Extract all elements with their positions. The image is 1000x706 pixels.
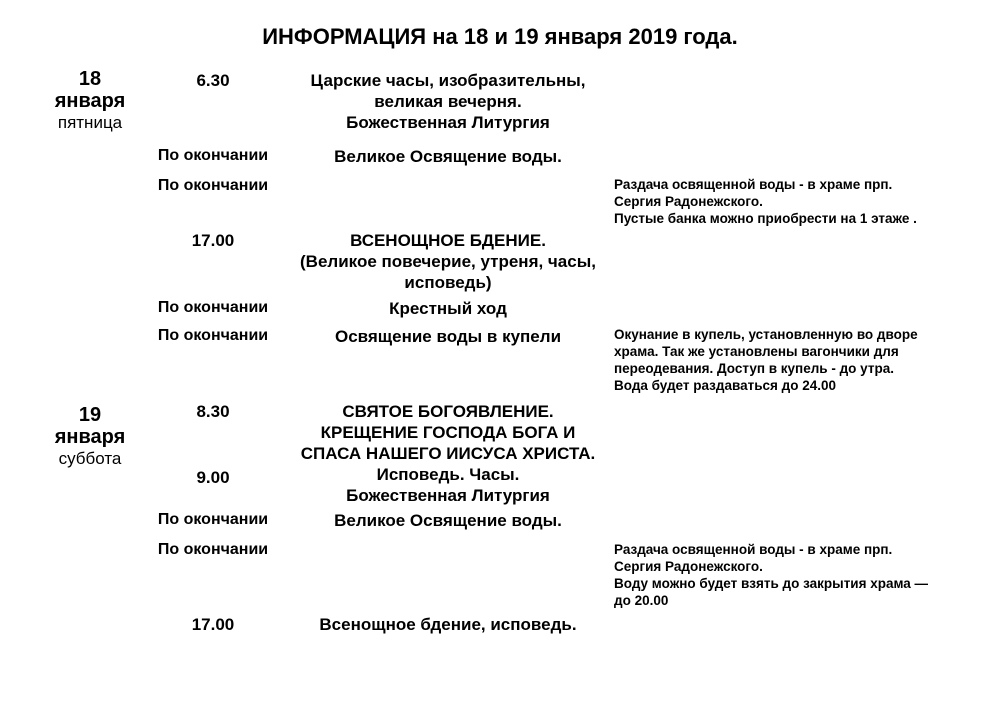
row-event [288, 146, 608, 167]
event-line: Великое Освящение воды. [334, 147, 562, 166]
row-time: По окончании [157, 327, 269, 344]
event-line: Всенощное бдение, исповедь. [319, 615, 577, 634]
note-line: храма. Так же установлены вагончики для [614, 344, 899, 359]
note-line: Сергия Радонежского. [614, 559, 763, 574]
row-time: 17.00 [191, 615, 235, 634]
date-block-18 [40, 68, 140, 134]
row-time: По окончании [157, 541, 269, 558]
event-line: Освящение воды в купели [334, 327, 562, 346]
event-line: СПАСА НАШЕГО ИИСУСА ХРИСТА. [300, 444, 596, 463]
row-time: 9.00 [196, 468, 230, 487]
event-line: ВСЕНОЩНОЕ БДЕНИЕ. [350, 231, 546, 250]
date-block-19 [40, 404, 140, 470]
row-time: По окончании [157, 177, 269, 194]
event-line: Великое Освящение воды. [334, 511, 562, 530]
row-time: 17.00 [191, 231, 235, 250]
row-event [288, 298, 608, 319]
event-line: Исповедь. Часы. [376, 465, 520, 484]
date-weekday: суббота [58, 449, 122, 468]
date-weekday: пятница [57, 113, 123, 132]
row-event [288, 614, 608, 635]
note-line: до 20.00 [614, 593, 669, 608]
event-line: исповедь) [404, 273, 492, 292]
page-title: ИНФОРМАЦИЯ на 18 и 19 января 2019 года. [262, 24, 738, 49]
note-line: Пустые банка можно приобрести на 1 этаже . [614, 211, 917, 226]
note-line: Сергия Радонежского. [614, 194, 763, 209]
event-line: великая вечерня. [374, 92, 522, 111]
date-day: 19 [78, 404, 102, 426]
row-event [288, 326, 608, 347]
event-line: Крестный ход [389, 299, 507, 318]
row-time: По окончании [157, 299, 269, 316]
note-line: переодевания. Доступ в купель - до утра. [614, 361, 894, 376]
event-line: (Великое повечерие, утреня, часы, [300, 252, 596, 271]
date-month: января [54, 90, 126, 112]
row-event [288, 230, 608, 293]
row-time: По окончании [157, 147, 269, 164]
row-time: 8.30 [196, 402, 230, 421]
event-line: Царские часы, изобразительны, [310, 71, 586, 90]
note-line: Окунание в купель, установленную во дворе [614, 327, 918, 342]
note-line: Раздача освященной воды - в храме прп. [614, 177, 893, 192]
row-event [288, 401, 608, 506]
event-line: Божественная Литургия [346, 486, 550, 505]
date-month: января [54, 426, 126, 448]
event-line: КРЕЩЕНИЕ ГОСПОДА БОГА И [320, 423, 576, 442]
date-day: 18 [78, 68, 102, 90]
row-note [614, 326, 974, 394]
row-note [614, 541, 974, 609]
row-time: По окончании [157, 511, 269, 528]
row-event [288, 70, 608, 133]
event-line: Божественная Литургия [346, 113, 550, 132]
row-time: 6.30 [196, 71, 230, 90]
row-note [614, 176, 974, 227]
row-event [288, 510, 608, 531]
note-line: Раздача освященной воды - в храме прп. [614, 542, 893, 557]
note-line: Вода будет раздаваться до 24.00 [614, 378, 836, 393]
event-line: СВЯТОЕ БОГОЯВЛЕНИЕ. [342, 402, 554, 421]
note-line: Воду можно будет взять до закрытия храма — [614, 576, 929, 591]
